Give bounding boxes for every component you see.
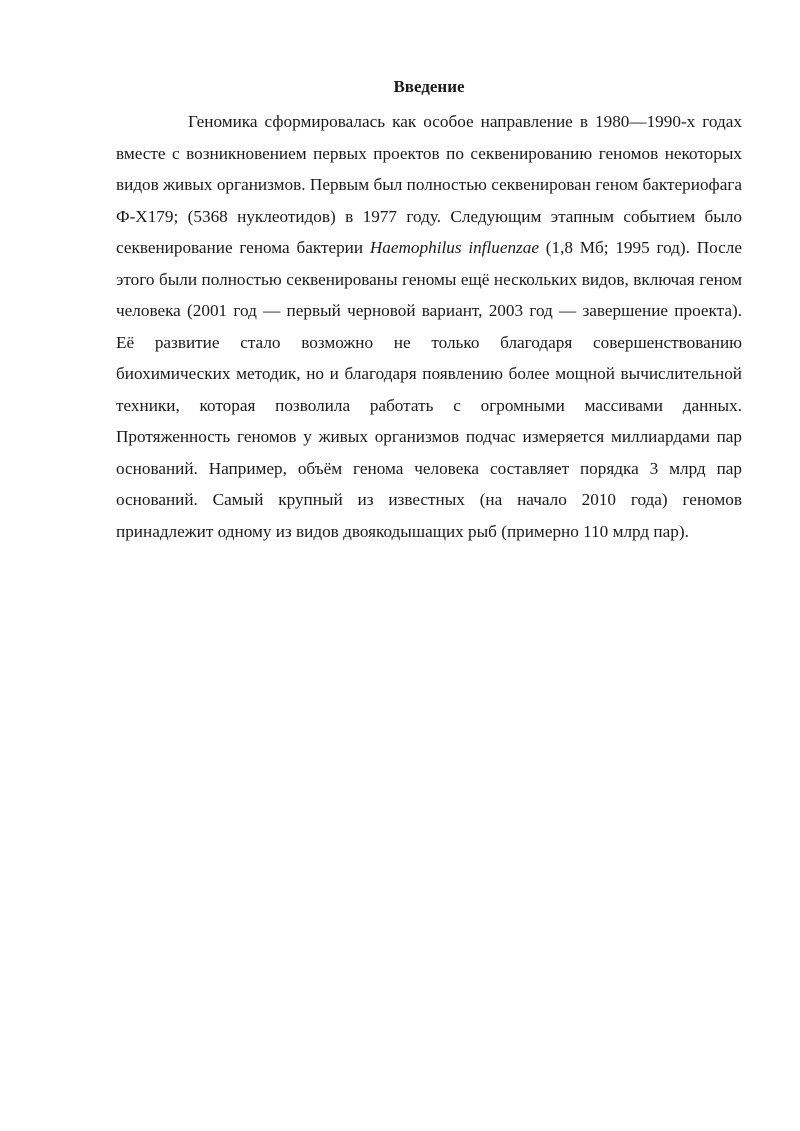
body-paragraph — [116, 106, 742, 547]
species-name-epithet: influenzae — [468, 238, 539, 257]
species-name-genus: Haemophilus — [369, 238, 462, 257]
paragraph-text-part-1: Геномика сформировалась как особое направление в 1980—1990-х годах вместе с возникновением первых проектов по секвенированию геномов некоторых видов живых организмов. Первым был полностью секвенирован геном бактериофага Ф-X179; (5368 нуклеотидов) в 1977 году. Следующим этапным событием было секвенирование генома бактерии — [116, 112, 742, 257]
section-heading: Введение — [393, 77, 465, 96]
document-page — [116, 76, 742, 547]
paragraph-text-part-2: (1,8 Мб; 1995 год). После этого были полностью секвенированы геномы ещё нескольких видов, включая геном человека (2001 год — первый черновой вариант, 2003 год — завершение проекта). Её развитие стало возможно не только благодаря совершенствованию биохимических методик, но и благодаря появлению более мощной вычислительной техники, которая позволила работать с огромными массивами данных. Протяженность геномов у живых организмов подчас измеряется миллиардами пар оснований. Например, объём генома человека составляет порядка 3 млрд пар оснований. Самый крупный из известных (на начало 2010 года) геномов принадлежит одному из видов двоякодышащих рыб (примерно 110 млрд пар). — [116, 238, 742, 541]
